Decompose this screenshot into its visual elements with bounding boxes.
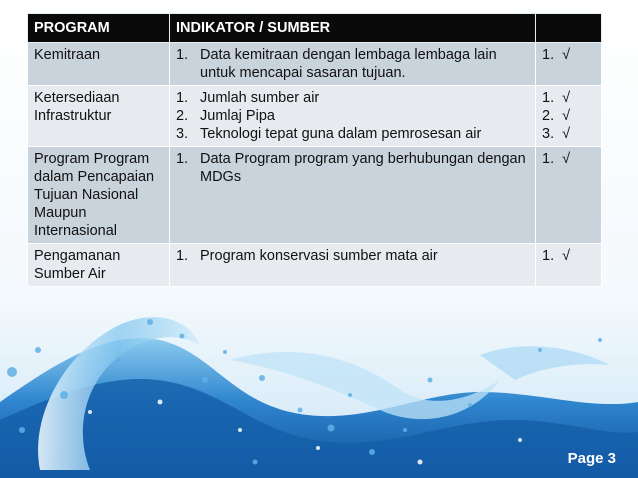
- cell-check: [536, 43, 602, 86]
- check-mark: 1. √: [542, 248, 571, 264]
- table-row: [28, 43, 602, 86]
- header-check: [536, 14, 602, 43]
- indicator-item: 1. Data kemitraan dengan lembaga lembaga lain untuk mencapai sasaran tujuan.: [176, 47, 497, 81]
- header-indikator: INDIKATOR / SUMBER: [170, 14, 536, 43]
- table-header-row: [28, 14, 602, 43]
- cell-indikator: [170, 147, 536, 244]
- cell-program: Pengamanan Sumber Air: [28, 244, 170, 287]
- page-number: Page 3: [567, 450, 616, 467]
- header-program: PROGRAM: [28, 14, 170, 43]
- cell-indikator: [170, 244, 536, 287]
- indicator-item: 1. Program konservasi sumber mata air: [176, 248, 438, 264]
- check-mark: 1. √: [542, 151, 571, 167]
- cell-check: [536, 86, 602, 147]
- check-mark: 2. √: [542, 108, 571, 124]
- table-row: [28, 147, 602, 244]
- table-row: [28, 244, 602, 287]
- check-mark: 1. √: [542, 90, 571, 106]
- indicator-item: 1. Data Program program yang berhubungan dengan MDGs: [176, 151, 526, 185]
- cell-check: [536, 147, 602, 244]
- cell-program: Program Program dalam Pencapaian Tujuan Nasional Maupun Internasional: [28, 147, 170, 244]
- cell-program: Ketersediaan Infrastruktur: [28, 86, 170, 147]
- check-mark: 3. √: [542, 126, 571, 142]
- cell-program: Kemitraan: [28, 43, 170, 86]
- cell-indikator: [170, 43, 536, 86]
- table-row: [28, 86, 602, 147]
- indicator-item: 3. Teknologi tepat guna dalam pemrosesan air: [176, 126, 482, 142]
- check-mark: 1. √: [542, 47, 571, 63]
- program-indicator-table: [27, 13, 602, 287]
- cell-indikator: [170, 86, 536, 147]
- cell-check: [536, 244, 602, 287]
- indicator-item: 2. Jumlaj Pipa: [176, 108, 275, 124]
- indicator-item: 1. Jumlah sumber air: [176, 90, 320, 106]
